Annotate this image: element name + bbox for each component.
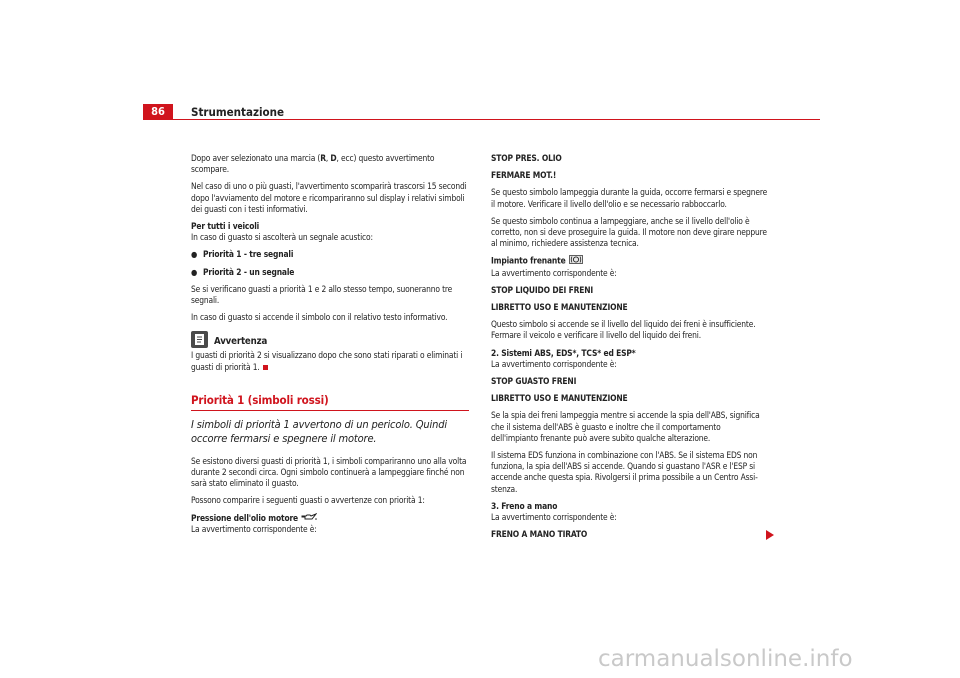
list-item: ● Priorità 2 - un segnale	[191, 266, 295, 277]
heading-abs: 2. Sistemi ABS, EDS*, TCS* ed ESP*	[491, 347, 636, 358]
heading-oil-pressure: Pressione dell'olio motore	[191, 513, 469, 524]
page-number: 86	[143, 104, 173, 120]
display-text-brake-fluid: STOP LIQUIDO DEI FRENI	[491, 284, 594, 295]
paragraph-possible: Possono comparire i seguenti guasti o avvertenze con priorità 1:	[191, 495, 425, 506]
paragraph-acoustic: In caso di guasto si ascolterà un segnale acustico:	[191, 232, 373, 243]
heading-brake-system: Impianto frenante	[491, 255, 769, 267]
paragraph-gear: Dopo aver selezionato una marcia (R, D, ecc) questo avvertimento scompare.	[191, 153, 435, 175]
left-column	[191, 153, 469, 541]
note-header	[191, 331, 469, 348]
page-header-title: Strumentazione	[191, 105, 285, 119]
paragraph-abs-warning: La avvertimento corrispondente è:	[491, 358, 617, 369]
paragraph-oil-warning: La avvertimento corrispondente è:	[191, 523, 317, 534]
paragraph-brake-fluid: Questo simbolo si accende se il livello del liquido dei freni è insufficiente. Fermare il veicolo e verificare il livello del liquido dei freni.	[491, 319, 756, 341]
paragraph-handbrake-warning: La avvertimento corrispondente è:	[491, 512, 617, 523]
paragraph-simultaneous: Se si verificano guasti a priorità 1 e 2 allo stesso tempo, suoneranno tre segnali.	[191, 283, 453, 306]
display-text-handbrake: FRENO A MANO TIRATO	[491, 529, 588, 540]
paragraph-multiple: Se esistono diversi guasti di priorità 1, i simboli compariranno uno alla volta durante 2 secondi circa. Ogni simbolo continuerà a lampeggiare finché non sarà stato eliminato il guasto.	[191, 455, 467, 489]
display-text-manual: LIBRETTO USO E MANUTENZIONE	[491, 302, 628, 313]
display-text-brake-fault: STOP GUASTO FRENI	[491, 376, 577, 387]
paragraph-oil-blink: Se questo simbolo lampeggia durante la guida, occorre fermarsi e spegnere il motore. Verificare il livello dell'olio e se necessario rabboccarlo.	[491, 187, 768, 209]
display-text-oil: STOP PRES. OLIO	[491, 153, 562, 163]
right-column	[491, 153, 769, 540]
note-text: I guasti di priorità 2 si visualizzano dopo che sono stati riparati o eliminati i guasti di priorità 1.	[191, 350, 463, 372]
display-text-manual: LIBRETTO USO E MANUTENZIONE	[491, 393, 628, 404]
heading-all-vehicles: Per tutti i veicoli	[191, 221, 260, 232]
next-page-arrow-icon	[766, 530, 774, 540]
note-title: Avvertenza	[214, 336, 268, 348]
paragraph-oil-continue: Se questo simbolo continua a lampeggiare, anche se il livello dell'olio è corretto, non si deve proseguire la guida. Il motore non deve girare neppure al minimo, richiedere assistenza tecnica.	[491, 215, 767, 249]
bullet-icon: ●	[191, 250, 198, 260]
watermark: carmanualsonline.info	[598, 646, 853, 672]
display-text-stop-motor: FERMARE MOT.!	[491, 170, 557, 181]
note-icon	[191, 331, 208, 348]
paragraph-eds: Il sistema EDS funziona in combinazione con l'ABS. Se il sistema EDS non funziona, la spia dell'ABS si accende. Quando si guastano l'ASR e l'ESP si accende anche questa spia. Rivolgersi il prima possibile a un Centro Assi-stenza.	[491, 450, 758, 494]
paragraph-symbol: In caso di guasto si accende il simbolo con il relativo testo informativo.	[191, 312, 448, 323]
paragraph-abs-light: Se la spia dei freni lampeggia mentre si accende la spia dell'ABS, significa che il sistema dell'ABS è guasto e inoltre che il comportamento dell'impianto frenante può avere subito qualche alterazione.	[491, 410, 760, 443]
oil-can-icon	[301, 513, 317, 524]
list-item: ● Priorità 1 - tre segnali	[191, 249, 294, 260]
bullet-icon: ●	[191, 267, 198, 277]
heading-handbrake: 3. Freno a mano	[491, 500, 558, 511]
brake-warning-icon	[569, 255, 583, 267]
section-title: Priorità 1 (simboli rossi)	[191, 393, 469, 411]
section-subtitle: I simboli di priorità 1 avvertono di un pericolo. Quindi occorre fermarsi e spegnere il motore.	[191, 417, 447, 446]
end-marker-icon	[263, 365, 268, 370]
header-divider	[143, 119, 820, 120]
paragraph-faults: Nel caso di uno o più guasti, l'avvertimento scomparirà trascorsi 15 secondi dopo l'avviamento del motore e ricompariranno sul display i relativi simboli dei guasti con i testi informativi.	[191, 181, 467, 214]
paragraph-brake-warning: La avvertimento corrispondente è:	[491, 267, 617, 278]
